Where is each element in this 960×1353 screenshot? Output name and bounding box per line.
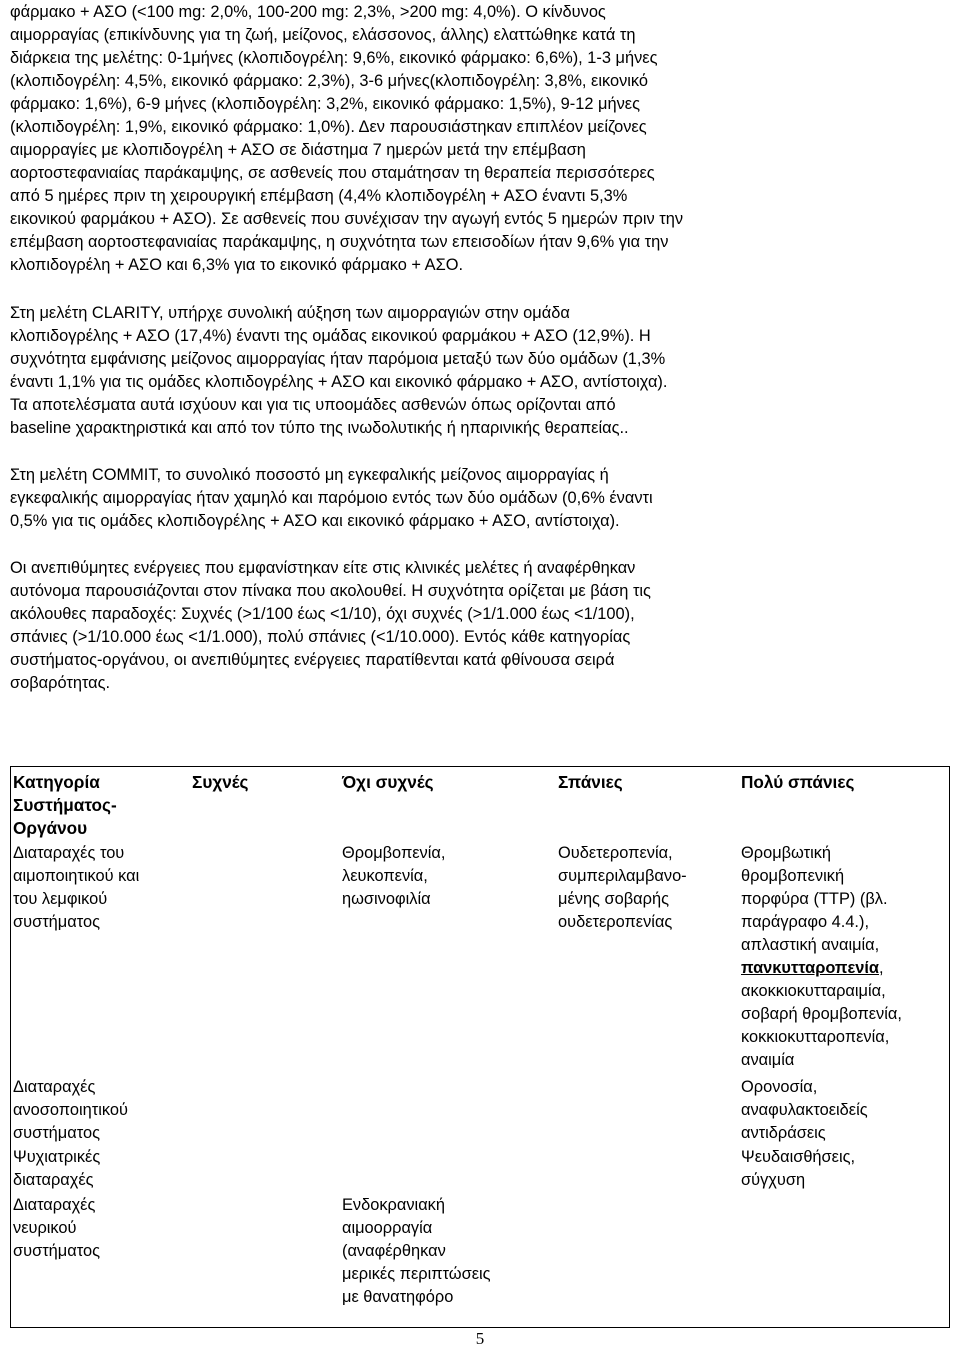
text-line: αιμορραγίας (επικίνδυνης για τη ζωή, μείζονος, ελάσσονος, άλλης) ελαττώθηκε κατά τη <box>10 26 636 44</box>
text-line: συχνότητα εμφάνισης μείζονος αιμορραγίας ήταν παρόμοια μεταξύ των δύο ομάδων (1,3% <box>10 350 666 368</box>
text-line: αορτοστεφανιαίας παράκαμψης, σε ασθενείς που σταμάτησαν τη θεραπεία περισσότερες <box>10 164 655 182</box>
text-line: (κλοπιδογρέλη: 1,9%, εικονικό φάρμακο: 1,0%). Δεν παρουσιάστηκαν επιπλέον μείζονες <box>10 118 647 136</box>
text-line: σπάνιες (>1/10.000 έως <1/1.000), πολύ σπάνιες (<1/10.000). Εντός κάθε κατηγορίας <box>10 628 631 646</box>
header-uncommon: Όχι συχνές <box>342 772 434 792</box>
text-line: αιμορραγίες με κλοπιδογρέλη + ΑΣΟ σε διάστημα 7 ημερών μετά την επέμβαση <box>10 141 586 159</box>
header-common: Συχνές <box>192 772 249 792</box>
row-nervous-category: Διαταραχές νευρικού συστήματος <box>13 1196 100 1260</box>
text-line: Τα αποτελέσματα αυτά ισχύουν και για τις υποομάδες ασθενών όπως ορίζονται από <box>10 396 616 414</box>
row-blood-rare: Ουδετεροπενία, συμπεριλαμβανο- μένης σοβαρής ουδετεροπενίας <box>558 844 687 931</box>
row-psychiatric-very-rare: Ψευδαισθήσεις, σύγχυση <box>741 1148 856 1189</box>
paragraph-commit <box>10 464 653 533</box>
text-line: Οι ανεπιθύμητες ενέργειες που εμφανίστηκαν είτε στις κλινικές μελέτες ή αναφέρθηκαν <box>10 559 636 577</box>
page-number: 5 <box>475 1329 485 1348</box>
row-blood-very-rare: Θρομβωτική θρομβοπενική πορφύρα (TTP) (βλ. παράγραφο 4.4.), απλαστική αναιμία, πανκυτταροπενία, ακοκκιοκυτταραιμία, σοβαρή θρομβοπενία, κοκκιοκυτταροπενία, αναιμία <box>741 844 902 1069</box>
highlighted-term: πανκυτταροπενία <box>741 959 879 977</box>
header-very-rare: Πολύ σπάνιες <box>741 772 855 792</box>
text-line: επέμβαση αορτοστεφανιαίας παράκαμψης, η συχνότητα των επεισοδίων ήταν 9,6% για την <box>10 233 669 251</box>
text-line: Στη μελέτη CLARITY, υπήρχε συνολική αύξηση των αιμορραγιών στην ομάδα <box>10 304 570 322</box>
paragraph-clarity <box>10 302 667 440</box>
row-nervous-uncommon: Ενδοκρανιακή αιμοορραγία (αναφέρθηκαν μερικές περιπτώσεις με θανατηφόρο <box>342 1196 491 1306</box>
text-line: κλοπιδογρέλη + ΑΣΟ και 6,3% για το εικονικό φάρμακο + ΑΣΟ. <box>10 256 464 274</box>
text-line: Στη μελέτη COMMIT, το συνολικό ποσοστό μη εγκεφαλικής μείζονος αιμορραγίας ή <box>10 466 609 484</box>
row-immune-category: Διαταραχές ανοσοποιητικού συστήματος <box>13 1078 128 1142</box>
text-line: διάρκεια της μελέτης: 0-1μήνες (κλοπιδογρέλη: 9,6%, εικονικό φάρμακο: 6,6%), 1-3 μήνες <box>10 49 658 67</box>
text-line: φάρμακο: 1,6%), 6-9 μήνες (κλοπιδογρέλη: 3,2%, εικονικό φάρμακο: 1,5%), 9-12 μήνες <box>10 95 641 113</box>
text-line: εικονικού φαρμάκου + ΑΣΟ). Σε ασθενείς που συνέχισαν την αγωγή εντός 5 ημερών πριν την <box>10 210 684 228</box>
text-line: φάρμακο + ΑΣΟ (<100 mg: 2,0%, 100-200 mg: 2,3%, >200 mg: 4,0%). Ο κίνδυνος <box>10 3 606 21</box>
text-line: συστήματος-οργάνου, οι ανεπιθύμητες ενέργειες παρατίθενται κατά φθίνουσα σειρά <box>10 651 615 669</box>
adverse-reactions-table <box>10 766 950 1328</box>
row-blood-category: Διαταραχές του αιμοποιητικού και του λεμφικού συστήματος <box>13 844 140 931</box>
text-line: 0,5% για τις ομάδες κλοπιδογρέλης + ΑΣΟ και εικονικό φάρμακο + ΑΣΟ, αντίστοιχα). <box>10 512 620 530</box>
text-line: κλοπιδογρέλης + ΑΣΟ (17,4%) έναντι της ομάδας εικονικού φαρμάκου + ΑΣΟ (12,9%). Η <box>10 327 651 345</box>
header-rare: Σπάνιες <box>558 772 623 792</box>
row-blood-uncommon: Θρομβοπενία, λευκοπενία, ηωσινοφιλία <box>342 844 446 908</box>
header-category: Κατηγορία Συστήματος- Οργάνου <box>13 772 117 838</box>
row-psychiatric-category: Ψυχιατρικές διαταραχές <box>13 1148 101 1189</box>
row-immune-very-rare: Ορονοσία, αναφυλακτοειδείς αντιδράσεις <box>741 1078 868 1142</box>
text-line: σοβαρότητας. <box>10 674 111 692</box>
paragraph-bleeding-risk <box>10 1 683 277</box>
text-line: baseline χαρακτηριστικά και από τον τύπο της ινωδολυτικής ή ηπαρινικής θεραπείας.. <box>10 419 629 437</box>
text-line: έναντι 1,1% για τις ομάδες κλοπιδογρέλης + ΑΣΟ και εικονικό φάρμακο + ΑΣΟ, αντίστοιχα). <box>10 373 668 391</box>
text-line: ακόλουθες παραδοχές: Συχνές (>1/100 έως <1/10), όχι συχνές (>1/1.000 έως <1/100), <box>10 605 635 623</box>
text-line: αυτόνομα παρουσιάζονται στον πίνακα που ακολουθεί. Η συχνότητα ορίζεται με βάση τις <box>10 582 651 600</box>
text-line: από 5 ημέρες πριν τη χειρουργική επέμβαση (4,4% κλοπιδογρέλη + ΑΣΟ έναντι 5,3% <box>10 187 628 205</box>
text-line: (κλοπιδογρέλη: 4,5%, εικονικό φάρμακο: 2,3%), 3-6 μήνες(κλοπιδογρέλη: 3,8%, εικονικό <box>10 72 649 90</box>
paragraph-adverse-reactions <box>10 557 651 695</box>
text-line: εγκεφαλικής αιμορραγίας ήταν χαμηλό και παρόμοιο εντός των δύο ομάδων (0,6% έναντι <box>10 489 653 507</box>
